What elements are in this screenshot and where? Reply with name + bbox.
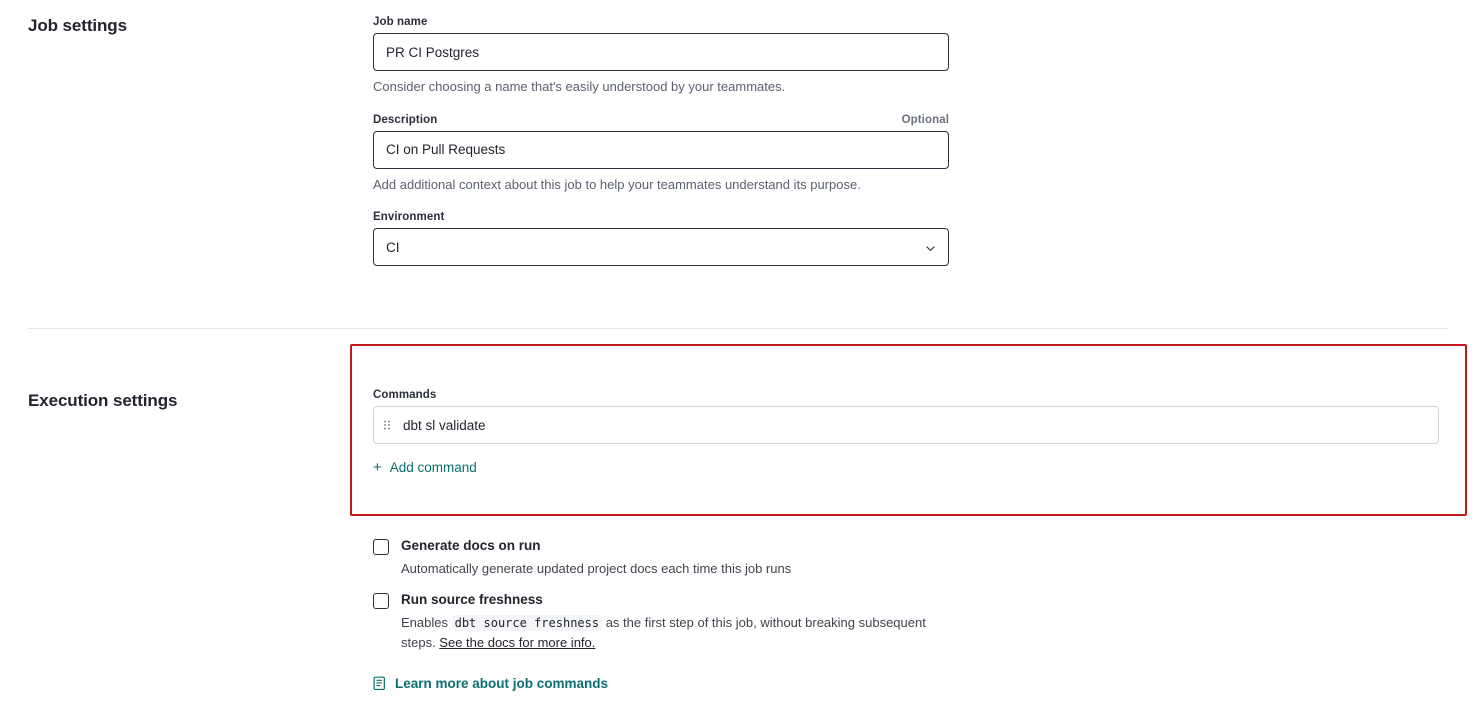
job-name-help-text: Consider choosing a name that's easily understood by your teammates. <box>373 79 786 94</box>
environment-select-wrap[interactable] <box>373 228 949 266</box>
description-label-row <box>373 114 949 126</box>
environment-label: Environment <box>373 211 445 224</box>
learn-more-job-commands-link[interactable] <box>373 676 608 691</box>
plus-icon: + <box>373 459 382 476</box>
job-name-field-block <box>373 16 949 96</box>
environment-selected-value: CI <box>386 239 400 255</box>
description-help-text: Add additional context about this job to help your teammates understand its purpose. <box>373 176 861 192</box>
job-settings-section <box>0 0 1477 255</box>
book-icon <box>373 676 386 691</box>
source-freshness-command-code: dbt source freshness <box>452 615 603 631</box>
generate-docs-description: Automatically generate updated project docs each time this job runs <box>401 560 792 576</box>
drag-handle-icon[interactable] <box>374 419 400 431</box>
execution-settings-title: Execution settings <box>28 391 178 410</box>
generate-docs-title: Generate docs on run <box>401 538 541 553</box>
command-row[interactable] <box>373 406 1439 444</box>
job-name-input[interactable] <box>373 33 949 71</box>
job-settings-form <box>373 16 949 284</box>
section-divider <box>28 328 1449 329</box>
add-command-label: Add command <box>389 460 477 475</box>
source-freshness-row[interactable] <box>373 591 973 653</box>
job-name-label-row <box>373 16 949 28</box>
description-label: Description <box>373 113 438 126</box>
description-optional-tag: Optional <box>901 113 949 126</box>
generate-docs-body <box>401 537 791 579</box>
source-freshness-desc-mid: as the first step of this job, without breaking subsequent steps. <box>401 614 926 650</box>
command-input[interactable]: dbt sl validate <box>403 417 486 433</box>
source-freshness-desc-pre: Enables <box>401 614 452 630</box>
environment-label-row <box>373 211 949 223</box>
job-settings-title: Job settings <box>28 16 127 35</box>
source-freshness-docs-link[interactable]: See the docs for more info. <box>439 634 596 650</box>
source-freshness-body <box>401 591 946 653</box>
environment-select[interactable] <box>373 228 949 266</box>
description-field-block <box>373 114 949 194</box>
add-command-button[interactable] <box>373 460 477 475</box>
source-freshness-checkbox[interactable] <box>373 593 389 609</box>
source-freshness-checkbox-block <box>373 591 973 653</box>
commands-block <box>373 389 1439 477</box>
job-name-label: Job name <box>373 16 428 28</box>
environment-field-block <box>373 211 949 266</box>
learn-more-label: Learn more about job commands <box>395 676 609 691</box>
generate-docs-row[interactable] <box>373 537 973 579</box>
source-freshness-description <box>401 613 946 653</box>
description-input[interactable] <box>373 131 949 169</box>
generate-docs-checkbox-block <box>373 537 973 579</box>
source-freshness-title: Run source freshness <box>401 592 543 607</box>
commands-label: Commands <box>373 389 437 401</box>
generate-docs-checkbox[interactable] <box>373 539 389 555</box>
